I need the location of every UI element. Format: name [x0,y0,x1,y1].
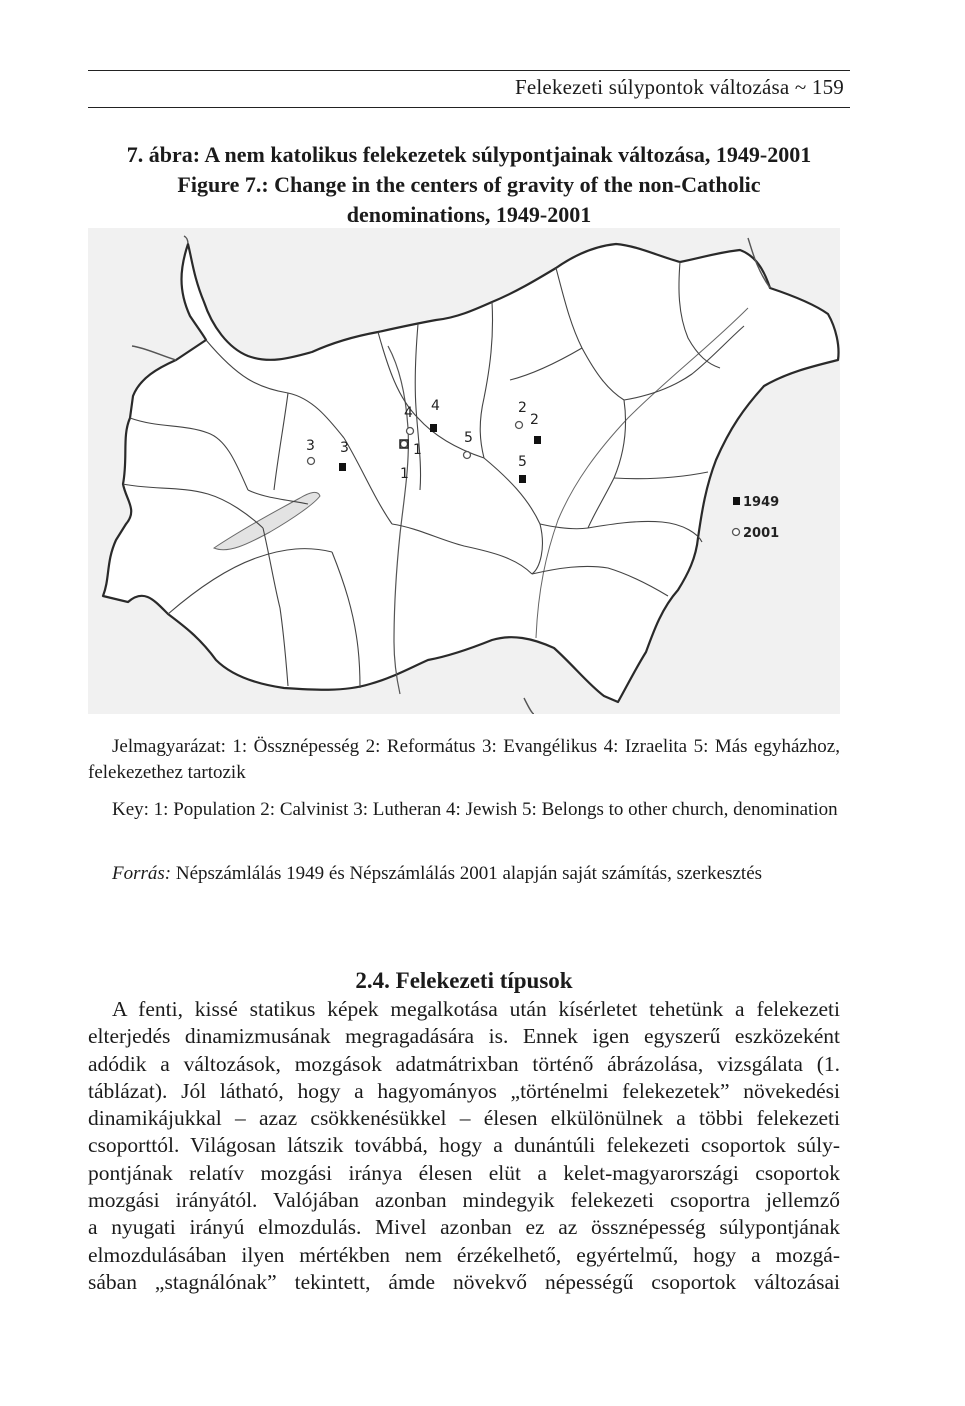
label-population-b: 1 [400,466,409,482]
body-line: csoporttól. Világosan látszik továbbá, hogy a dunántúli felekezeti csoportok súly- [88,1133,840,1158]
point-other-church-2001 [464,452,471,459]
figure-key-english [88,797,840,823]
hungary-county-map [88,228,840,714]
running-header [88,70,850,108]
legend-label-1949: 1949 [743,495,780,510]
body-line: elterjedés dinamizmusának megragadására is. Ennek igen egyszerű eszközeként [88,1024,840,1049]
body-line: adódik a változások, mozgások adatmátrixban történő ábrázolása, vizsgálata (1. [88,1051,840,1076]
legend-circle-2001 [733,529,740,536]
label-calvinist-a: 2 [518,400,527,416]
body-line: elmozdulásában ilyen mértékben nem érzékelhető, egyértelmű, hogy a mozgá- [88,1242,840,1267]
body-line: a nyugati irányú elmozdulás. Mivel azonban ez az össznépesség súlypontjának [88,1215,840,1240]
body-paragraph [88,996,840,1296]
label-lutheran-b: 3 [340,440,349,456]
body-line: A fenti, kissé statikus képek megalkotása után kísérletet tehetünk a felekezeti [112,997,840,1021]
figure-title [88,140,850,230]
key-english-text: Key: 1: Population 2: Calvinist 3: Lutheran 4: Jewish 5: Belongs to other church, denomination [112,799,838,820]
body-line: pontjának relatív mozgási iránya élesen elüt a kelet-magyarországi csoportok [88,1160,840,1185]
country-outline [103,244,839,702]
point-jewish-2001 [407,428,414,435]
label-calvinist-b: 2 [530,412,539,428]
label-other-church: 5 [464,430,473,446]
label-jewish-a: 4 [404,405,413,421]
legend-square-1949 [733,497,740,505]
figure-title-english-line-2: denominations, 1949-2001 [346,202,592,227]
body-line: sában „stagnálónak” tekintett, ámde növekvő népességű csoportok változásai [88,1269,840,1294]
label-jewish-b: 4 [431,398,440,414]
source-label: Forrás: [112,863,172,884]
point-population-2001 [401,441,408,448]
body-line: mozgási irányától. Valójában azonban mindegyik felekezeti csoportra jellemző [88,1188,840,1213]
figure-source [88,861,840,887]
figure-title-english-line-1: Figure 7.: Change in the centers of gravity of the non-Catholic [177,172,761,197]
label-population-a: 1 [413,442,422,458]
point-calvinist-1949 [534,436,541,444]
running-title: Felekezeti súlypontok változása ~ 159 [514,75,844,99]
label-lutheran-a: 3 [306,438,315,454]
map-legend [733,495,780,541]
figure-key-hungarian [88,734,840,786]
point-lutheran-2001 [308,458,315,465]
label-other-church-b: 5 [518,454,527,470]
point-jewish-1949 [430,424,437,432]
figure-title-hungarian: 7. ábra: A nem katolikus felekezetek súlypontjainak változása, 1949-2001 [126,142,812,167]
source-text: Népszámlálás 1949 és Népszámlálás 2001 alapján saját számítás, szerkesztés [175,863,763,884]
point-other-church-1949 [519,475,526,483]
point-lutheran-1949 [339,463,346,471]
legend-label-2001: 2001 [743,526,780,541]
body-line: dinamikájukkal – azaz csökkenésükkel – élesen elkülönülnek a többi felekezeti [88,1106,840,1131]
key-hungarian-text: Jelmagyarázat: 1: Össznépesség 2: Református 3: Evangélikus 4: Izraelita 5: Más egyházhoz, felekezethez tartozik [88,736,840,783]
point-calvinist-2001 [516,422,523,429]
section-heading: 2.4. Felekezeti típusok [355,968,573,993]
body-line: táblázat). Jól látható, hogy a hagyományos „történelmi felekezetek” növekedési [88,1078,840,1103]
